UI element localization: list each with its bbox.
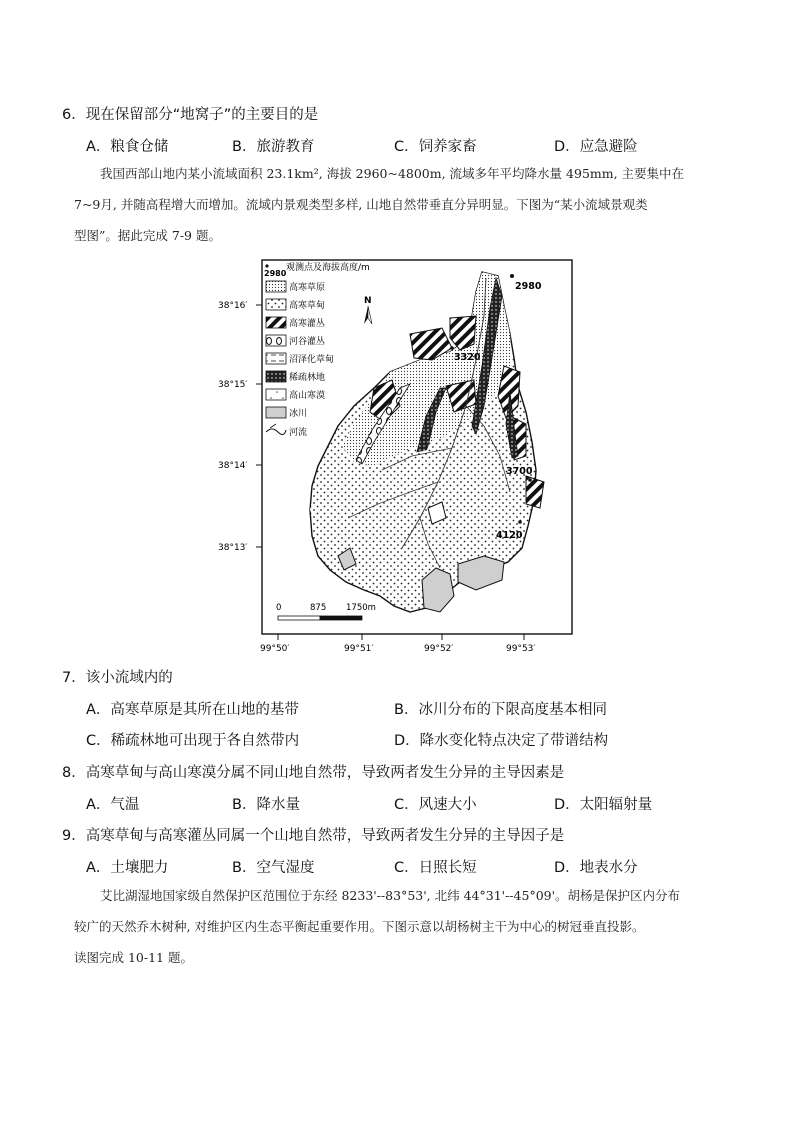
legend-label-alpine-steppe: 高寒草原	[289, 283, 326, 293]
elevation-label-2980: 2980	[515, 281, 542, 292]
q8-stem: 8．高寒草甸与高山寒漠分属不同山地自然带，导致两者发生分异的主导因素是	[62, 765, 565, 781]
q9-option-d: D．地表水分	[554, 860, 638, 876]
q8-option-a: A．气温	[86, 797, 140, 813]
q7-option-d: D．降水变化特点决定了带谱结构	[394, 733, 609, 749]
legend-valley-shrub	[266, 335, 325, 347]
legend-alpine-shrub	[266, 317, 325, 329]
scale-label-1750: 1750m	[346, 603, 376, 613]
north-arrow-label: N	[364, 296, 372, 306]
legend-label-river: 河流	[289, 428, 308, 438]
legend-alpine-steppe	[266, 281, 325, 293]
passage-7-9	[74, 158, 726, 251]
q9-option-a: A．土壤肥力	[86, 860, 169, 876]
q8-option-c: C．风速大小	[394, 797, 477, 813]
passage2-line2: 较广的天然乔木树种, 对维护区内生态平衡起重要作用。下图示意以胡杨树主干为中心的树冠垂直投影。	[74, 919, 645, 934]
q9-option-c: C．日照长短	[394, 860, 477, 876]
legend-label-sparse-forest: 稀疏林地	[289, 373, 326, 383]
scale-label-0: 0	[276, 603, 282, 613]
elevation-label-3320: 3320	[454, 352, 481, 363]
legend-marsh-meadow	[266, 353, 334, 365]
scale-label-875: 875	[310, 603, 327, 613]
passage1-line1: 我国西部山地内某小流域面积 23.1km², 海拔 2960~4800m, 流域多年平均降水量 495mm, 主要集中在	[100, 166, 685, 181]
legend-label-marsh-meadow: 沼泽化草甸	[289, 355, 335, 365]
lon-label-99-50: 99°50′	[260, 644, 290, 654]
lat-label-38-13: 38°13′	[218, 543, 248, 553]
q9-option-b: B．空气湿度	[232, 860, 315, 876]
legend-label-alpine-meadow: 高寒草甸	[289, 301, 326, 311]
passage1-line3: 型图”。据此完成 7-9 题。	[74, 228, 221, 243]
legend-sparse-forest	[266, 371, 325, 383]
passage-10-11	[74, 880, 726, 973]
watershed-landscape-map	[214, 256, 594, 656]
q7-option-a: A．高寒草原是其所在山地的基带	[86, 702, 299, 718]
q8-option-d: D．太阳辐射量	[554, 797, 653, 813]
q8-option-b: B．降水量	[232, 797, 300, 813]
legend-label-valley-shrub: 河谷灌丛	[289, 337, 326, 347]
legend-sample-elevation: 2980	[264, 269, 287, 278]
passage1-line2: 7~9月, 并随高程增大而增加。流域内景观类型多样, 山地自然带垂直分异明显。下图为“某小流域景观类	[74, 197, 648, 212]
passage2-line1: 艾比湖湿地国家级自然保护区范围位于东经 8233'--83°53', 北纬 44°31'--45°09'。胡杨是保护区内分布	[100, 888, 681, 903]
elevation-label-3700: 3700	[506, 466, 533, 477]
legend-label-alpine-shrub: 高寒灌丛	[289, 319, 326, 329]
q9-stem: 9．高寒草甸与高寒灌丛同属一个山地自然带，导致两者发生分异的主导因子是	[62, 828, 565, 844]
legend-label-observation: 观测点及海拔高度/m	[286, 263, 370, 273]
legend-alpine-desert	[266, 389, 325, 401]
legend-alpine-meadow	[266, 299, 325, 311]
q6-option-a: A．粮食仓储	[86, 139, 169, 155]
q7-stem: 7．该小流域内的	[62, 670, 173, 686]
lat-label-38-14: 38°14′	[218, 461, 248, 471]
elevation-label-4120: 4120	[496, 530, 523, 541]
q6-stem: 6．现在保留部分“地窝子”的主要目的是	[62, 107, 319, 123]
lon-label-99-52: 99°52′	[424, 644, 454, 654]
q7-option-b: B．冰川分布的下限高度基本相同	[394, 702, 607, 718]
legend-label-glacier: 冰川	[289, 409, 308, 419]
q6-option-d: D．应急避险	[554, 139, 638, 155]
q6-option-b: B．旅游教育	[232, 139, 315, 155]
lon-label-99-53: 99°53′	[506, 644, 536, 654]
lat-label-38-16: 38°16′	[218, 301, 248, 311]
q7-option-c: C．稀疏林地可出现于各自然带内	[86, 733, 300, 749]
passage2-line3: 读图完成 10-11 题。	[74, 950, 193, 965]
legend-label-alpine-desert: 高山寒漠	[289, 391, 326, 401]
q6-option-c: C．饲养家畜	[394, 139, 477, 155]
lon-label-99-51: 99°51′	[344, 644, 374, 654]
lat-label-38-15: 38°15′	[218, 380, 248, 390]
